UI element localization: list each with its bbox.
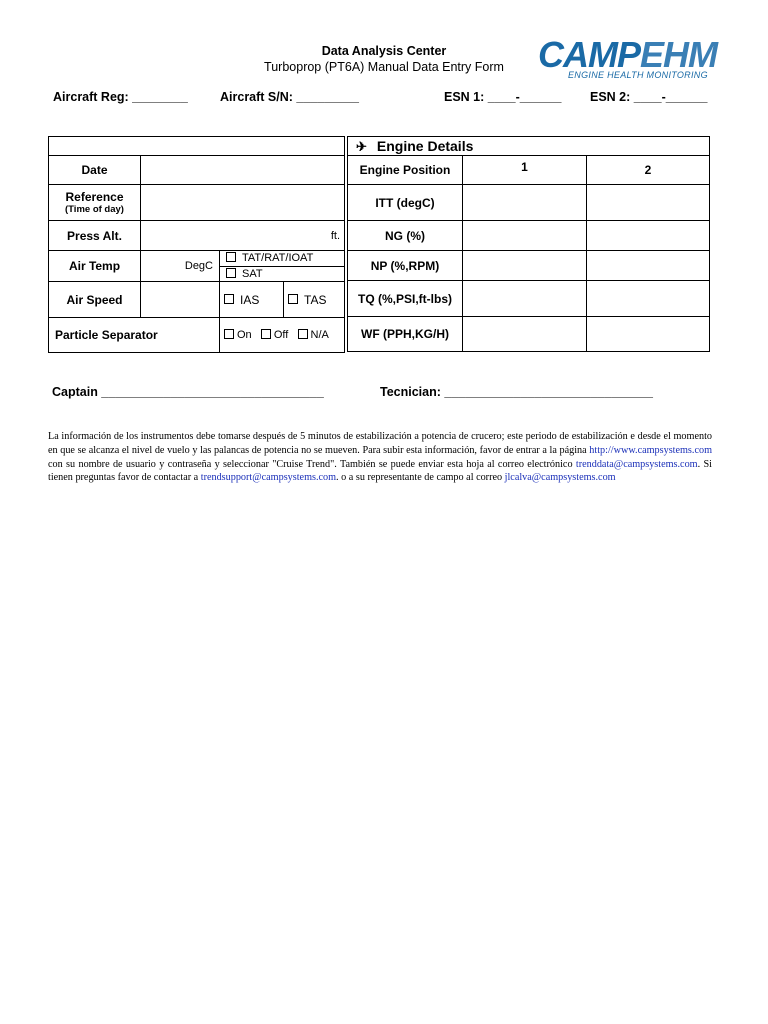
captain-signature-field[interactable]: Captain ________________________________ — [52, 385, 324, 399]
engine-col-1: 1 — [463, 156, 587, 185]
press-alt-unit: ft. — [330, 229, 340, 242]
airplane-icon: ✈ — [356, 138, 367, 154]
itt-engine1-cell[interactable] — [463, 185, 587, 221]
off-label: Off — [273, 329, 289, 341]
esn2-field[interactable]: ESN 2: ____-______ — [590, 90, 708, 104]
aircraft-sn-field[interactable]: Aircraft S/N: _________ — [220, 90, 359, 104]
jlcalva-email-link[interactable]: jlcalva@campsystems.com — [504, 472, 616, 484]
ias-checkbox[interactable] — [224, 294, 234, 304]
sat-option[interactable] — [220, 267, 344, 281]
wf-engine1-cell[interactable] — [463, 317, 587, 352]
trendsupport-email-link[interactable]: trendsupport@campsystems.com — [200, 472, 337, 484]
itt-engine2-cell[interactable] — [587, 185, 710, 221]
on-label: On — [237, 329, 252, 341]
reference-input-cell[interactable] — [141, 185, 345, 221]
wf-label: WF (PPH,KG/H) — [348, 317, 463, 352]
wf-engine2-cell[interactable] — [587, 317, 710, 352]
reference-label — [49, 185, 141, 221]
date-label: Date — [49, 156, 141, 185]
particle-separator-options — [220, 318, 345, 353]
camp-ehm-logo — [538, 34, 718, 82]
na-label: N/A — [310, 329, 329, 341]
ng-engine1-cell[interactable] — [463, 221, 587, 251]
ias-option[interactable] — [220, 282, 284, 318]
tas-option[interactable] — [284, 282, 345, 318]
itt-label: ITT (degC) — [348, 185, 463, 221]
sat-checkbox[interactable] — [226, 268, 236, 278]
engine-position-label: Engine Position — [348, 156, 463, 185]
note-text-1: La información de los instrumentos debe tomarse después de 5 minutos de estabilización a potencia de crucero; este periodo de estabilización e desde el momento en que se alcanza el nivel de vuelo y las palancas de potencia no se mueven. Para subir esta información, favor de entrar a la página — [48, 431, 712, 456]
note-text-4: . o a su representante de campo al correo — [336, 472, 505, 484]
on-checkbox[interactable] — [224, 329, 234, 339]
np-engine1-cell[interactable] — [463, 251, 587, 281]
aircraft-reg-field[interactable]: Aircraft Reg: ________ — [53, 90, 188, 104]
press-alt-input-cell[interactable] — [141, 221, 345, 251]
logo-camp-text: CAMP — [538, 34, 640, 75]
date-input-cell[interactable] — [141, 156, 345, 185]
sat-option-label: SAT — [242, 268, 263, 280]
engine-col-2: 2 — [587, 156, 710, 185]
note-text-3: . Si tienen preguntas favor de contactar a — [48, 458, 713, 484]
logo-tagline: ENGINE HEALTH MONITORING — [568, 70, 708, 80]
left-table-header-cell — [49, 137, 345, 156]
tq-label: TQ (%,PSI,ft-lbs) — [348, 281, 463, 317]
np-engine2-cell[interactable] — [587, 251, 710, 281]
tq-engine2-cell[interactable] — [587, 281, 710, 317]
campsystems-link[interactable]: http://www.campsystems.com — [589, 444, 712, 456]
np-label: NP (%,RPM) — [348, 251, 463, 281]
tat-option[interactable] — [220, 251, 344, 267]
air-temp-label: Air Temp — [49, 251, 141, 282]
air-speed-input-cell[interactable] — [141, 282, 220, 318]
off-checkbox[interactable] — [261, 329, 271, 339]
tat-option-label: TAT/RAT/IOAT — [242, 252, 314, 264]
tecnician-signature-field[interactable]: Tecnician: ______________________________ — [380, 385, 653, 399]
form-title: Data Analysis Center — [321, 44, 447, 58]
reference-subtext: (Time of day) — [65, 204, 124, 215]
na-checkbox[interactable] — [298, 329, 308, 339]
trenddata-email-link[interactable]: trenddata@campsystems.com — [575, 458, 698, 470]
press-alt-label: Press Alt. — [49, 221, 141, 251]
tq-engine1-cell[interactable] — [463, 281, 587, 317]
engine-details-header — [348, 137, 710, 156]
logo-ehm-text: EHM — [640, 34, 717, 75]
instructions-paragraph — [48, 430, 712, 485]
engine-details-title: Engine Details — [376, 137, 474, 154]
tas-checkbox[interactable] — [288, 294, 298, 304]
flight-conditions-table — [48, 136, 345, 353]
ias-label: IAS — [240, 292, 260, 307]
reference-text: Reference — [65, 190, 124, 204]
air-speed-label: Air Speed — [49, 282, 141, 318]
tas-label: TAS — [304, 292, 327, 307]
form-subtitle: Turboprop (PT6A) Manual Data Entry Form — [264, 60, 504, 74]
note-text-2: con su nombre de usuario y contraseña y seleccionar "Cruise Trend". También se puede enviar esta hoja al correo electrónico — [48, 458, 576, 470]
air-temp-input-cell[interactable] — [141, 251, 220, 282]
ng-engine2-cell[interactable] — [587, 221, 710, 251]
engine-details-table — [347, 136, 710, 352]
esn1-field[interactable]: ESN 1: ____-______ — [444, 90, 562, 104]
particle-separator-label: Particle Separator — [49, 318, 220, 353]
ng-label: NG (%) — [348, 221, 463, 251]
air-temp-unit: DegC — [184, 260, 213, 272]
tat-checkbox[interactable] — [226, 252, 236, 262]
